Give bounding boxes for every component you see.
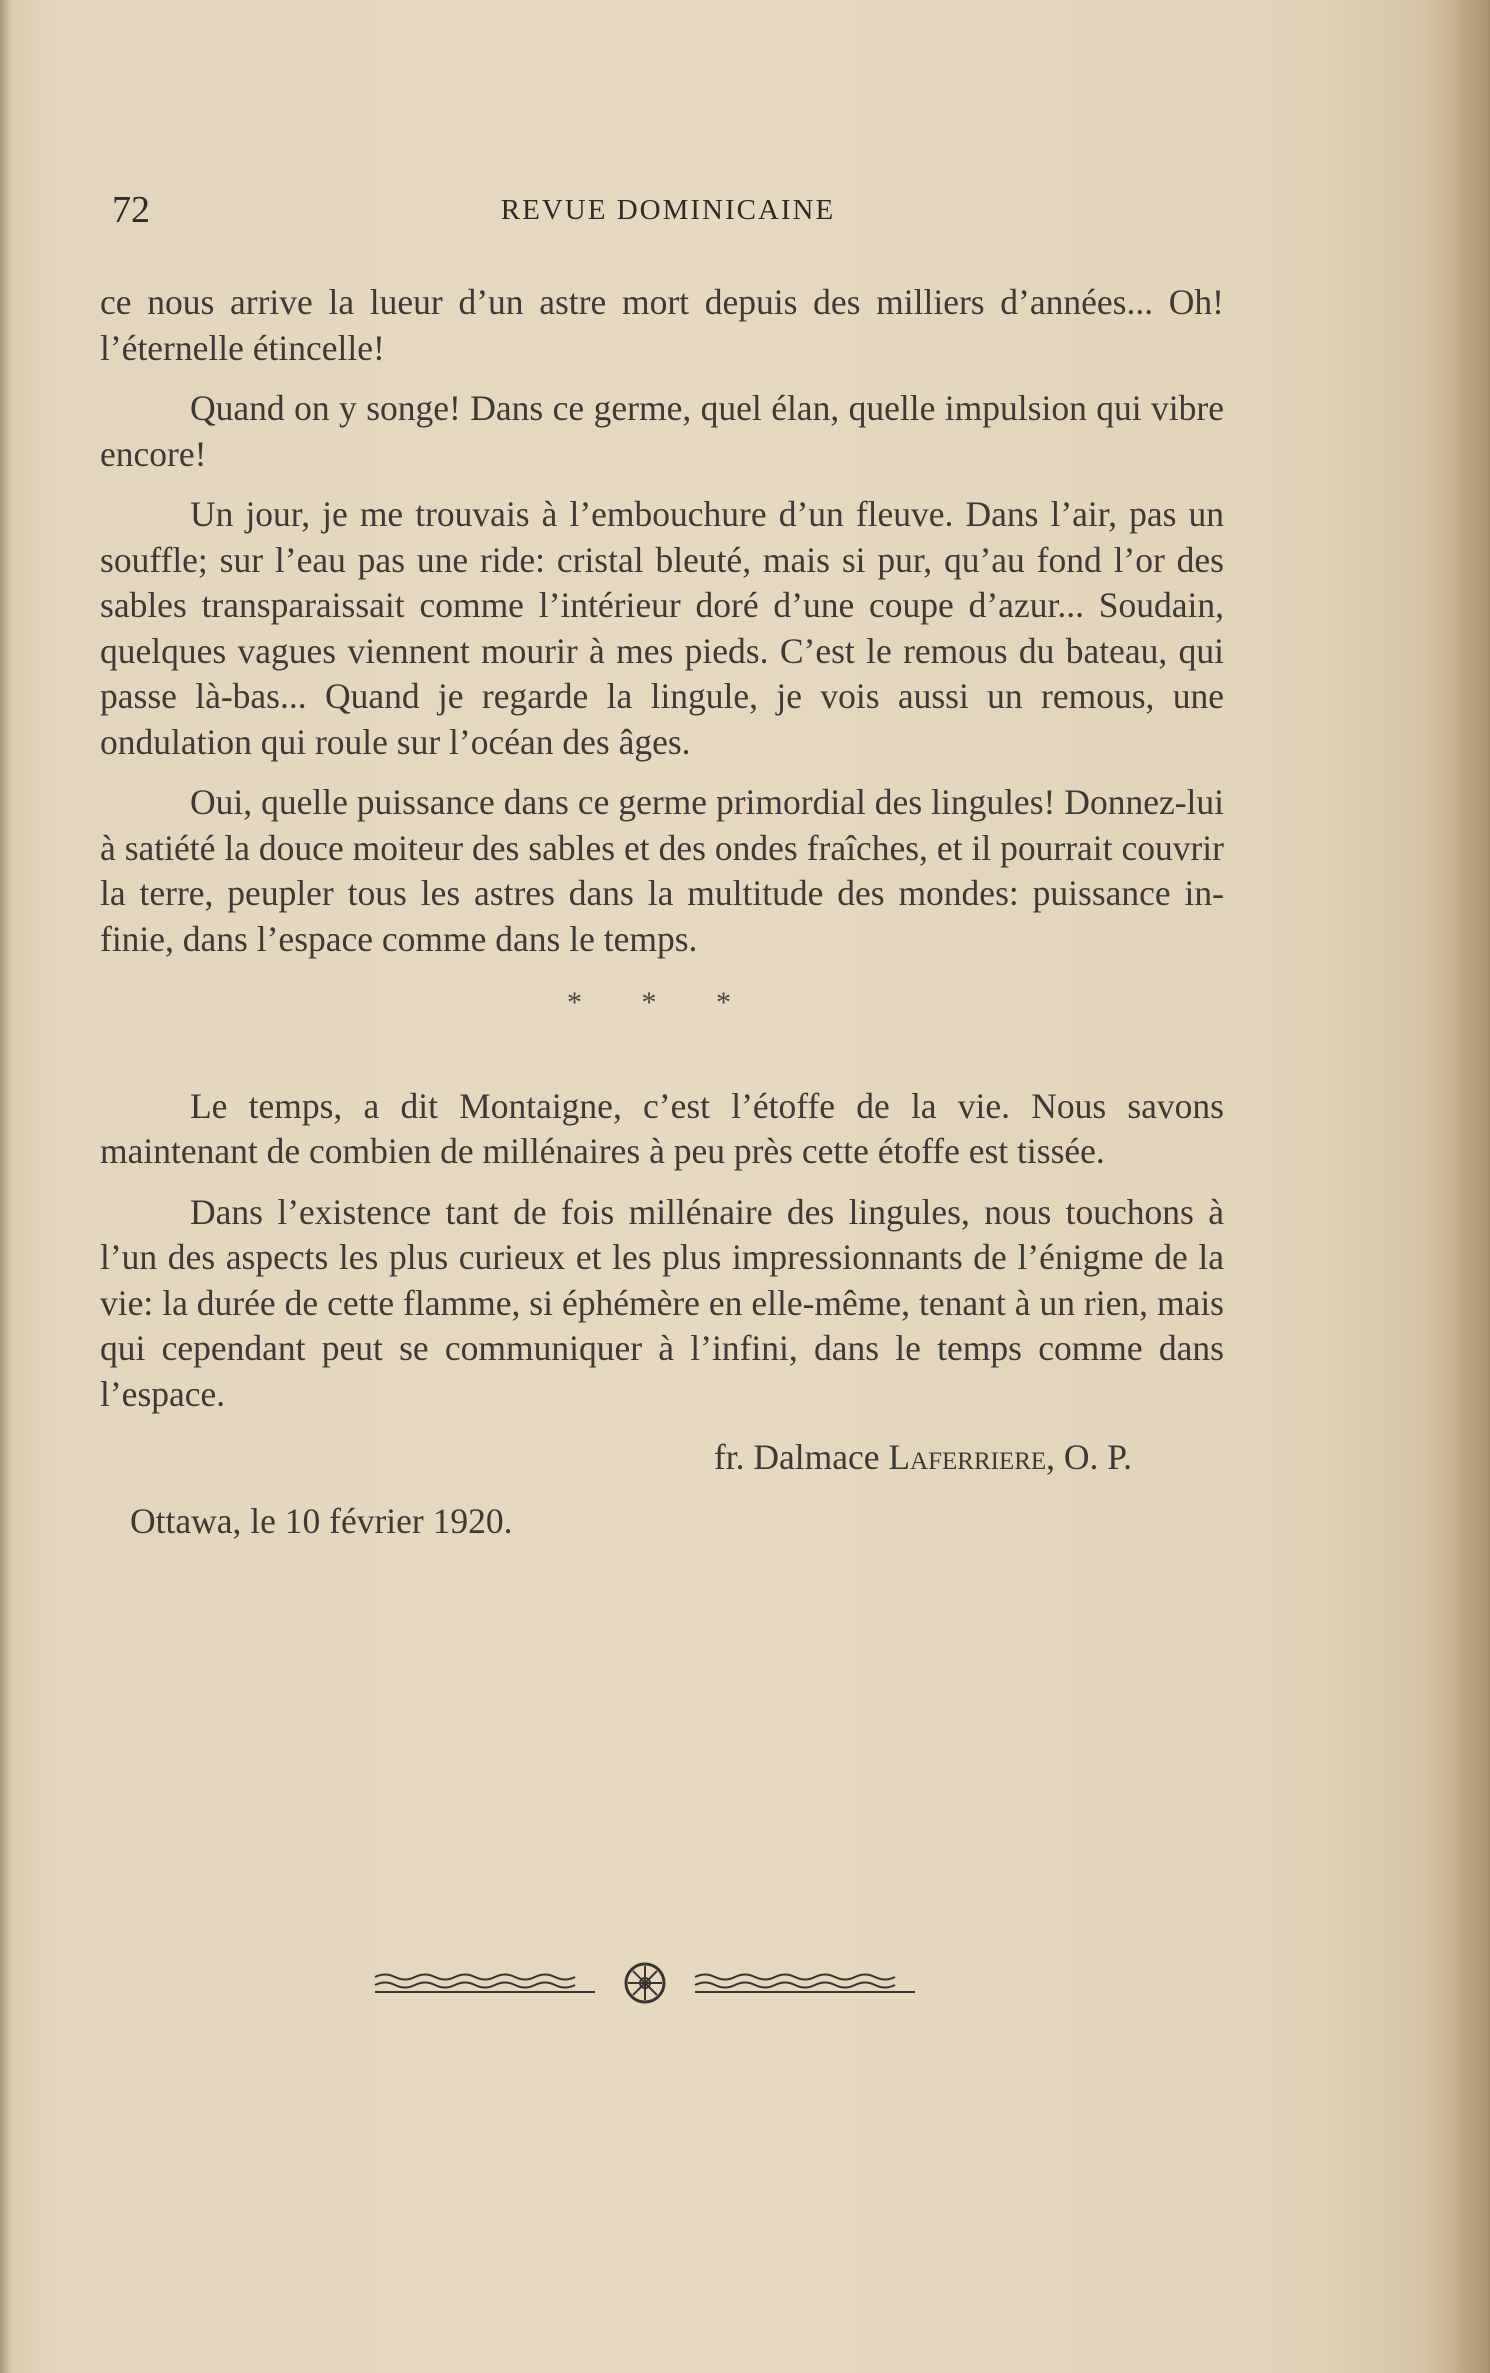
page-header bbox=[112, 188, 1224, 238]
running-title: REVUE DOMINICAINE bbox=[500, 194, 836, 226]
paragraph: Oui, quelle puissance dans ce germe primordial des lingules! Donnez-lui à satiété la douce moiteur des sables et des ondes fraîches, et il pourrait couvrir la terre, peupler tous les astres dans la multitude des mondes: puissance infinie, dans l’espace comme dans le temps. bbox=[100, 782, 1224, 959]
tailpiece-rosette-icon bbox=[370, 1961, 920, 2005]
paragraph: Un jour, je me trouvais à l’embouchure d’un fleuve. Dans l’air, pas un souffle; sur l’eau pas une ride: cristal bleuté, mais si pur, qu’au fond l’or des sables transparaissait comme l’intérieur doré d’une coupe d’azur... Soudain, quelques vagues viennent mourir à mes pieds. C’est le remous du bateau, qui passe là-bas... Quand je regarde la lingule, je vois aussi un remous, une ondulation qui roule sur l’océan des âges. bbox=[100, 494, 1224, 762]
paragraph: Le temps, a dit Montaigne, c’est l’étoffe de la vie. Nous savons maintenant de combien de millénaires à peu près cette étoffe est tissée. bbox=[100, 1085, 1224, 1171]
signature-suffix: , O. P. bbox=[1046, 1437, 1132, 1477]
paragraph-continued: ce nous arrive la lueur d’un astre mort depuis des milliers d’années... Oh! l’éternelle étincelle! bbox=[100, 282, 1224, 368]
page-left-edge bbox=[0, 0, 10, 2373]
page-number: 72 bbox=[112, 189, 150, 231]
paragraph: Dans l’existence tant de fois millénaire des lingules, nous touchons à l’un des aspects les plus curieux et les plus impressionnants de l’énigme de la vie: la durée de cette flamme, si éphémère en elle-même, tenant à un rien, mais qui cependant peut se communiquer à l’infini, dans le temps comme dans l’espace. bbox=[100, 1191, 1224, 1414]
paragraph: Quand on y songe! Dans ce germe, quel élan, quelle impulsion qui vibre encore! bbox=[100, 388, 1224, 474]
signature-surname: Laferriere bbox=[888, 1437, 1047, 1477]
author-signature bbox=[100, 1435, 1224, 1481]
body-text bbox=[100, 280, 1224, 1544]
signature-prefix: fr. Dalmace bbox=[713, 1437, 889, 1477]
dateline: Ottawa, le 10 février 1920. bbox=[130, 1500, 513, 1541]
page-right-edge bbox=[1454, 0, 1490, 2373]
section-separator: * * * bbox=[567, 986, 757, 1019]
